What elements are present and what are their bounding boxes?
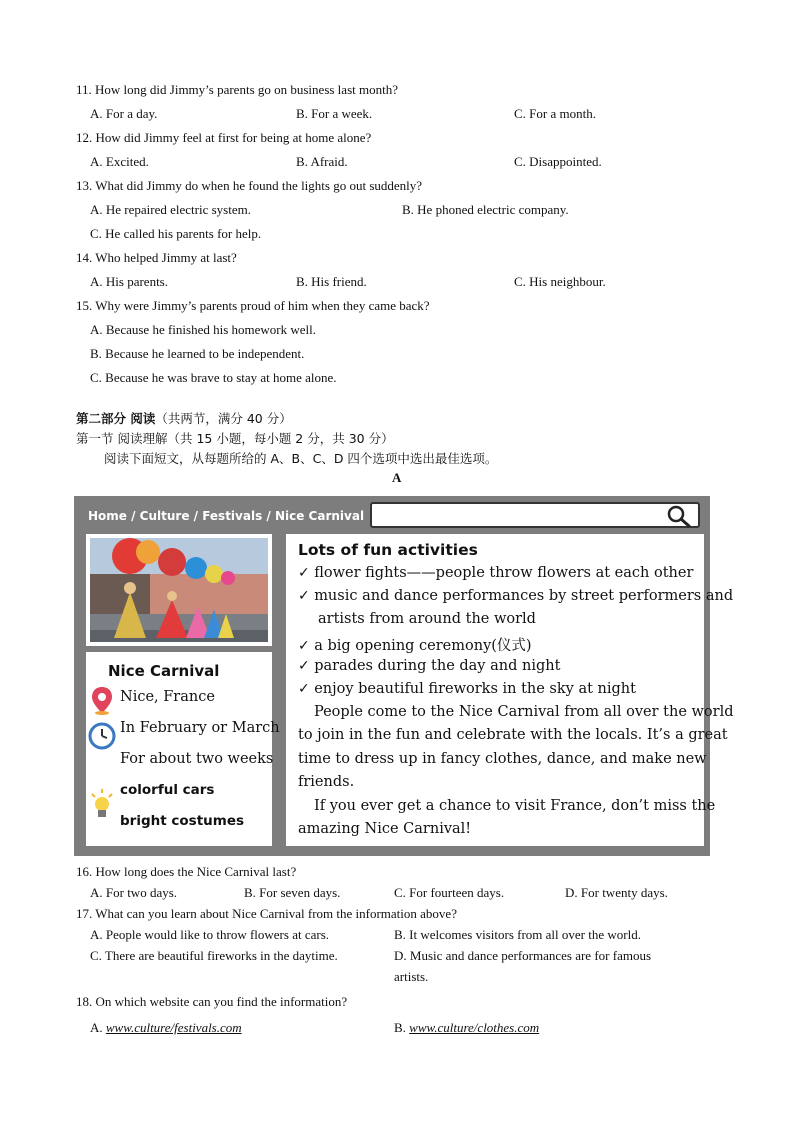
carnival-photo — [86, 534, 272, 646]
q14-option-c: C. His neighbour. — [514, 274, 606, 289]
q18-option-a-url: www.culture/festivals.com — [105, 1020, 242, 1035]
lightbulb-icon — [90, 788, 114, 822]
section-heading — [76, 409, 292, 427]
activity-item-continued: artists from around the world — [318, 611, 536, 627]
question-14: 14. Who helped Jimmy at last? — [76, 250, 237, 265]
activity-item: ✓ a big opening ceremony(仪式) — [298, 638, 532, 654]
q16-option-a: A. For two days. — [90, 885, 178, 900]
carnival-info-box — [86, 652, 280, 846]
activity-item: ✓ flower fights——people throw flowers at each other — [298, 565, 694, 581]
q18-option-b-label: B. — [394, 1020, 406, 1035]
paragraph-1-line: to join in the fun and celebrate with the locals. It’s a great — [298, 727, 728, 743]
passage-label: A — [392, 470, 402, 485]
carnival-photo-illustration — [86, 534, 272, 646]
question-11: 11. How long did Jimmy’s parents go on business last month? — [76, 82, 398, 97]
q12-option-c: C. Disappointed. — [514, 154, 602, 169]
info-title: Nice Carnival — [108, 662, 220, 680]
part-note: （共两节，满分 40 分） — [155, 411, 292, 426]
activity-item: ✓ enjoy beautiful fireworks in the sky at night — [298, 681, 636, 697]
question-16: 16. How long does the Nice Carnival last? — [76, 864, 297, 879]
q12-option-b: B. Afraid. — [296, 154, 348, 169]
checkmark-icon: ✓ — [298, 588, 315, 604]
paragraph-1-line: People come to the Nice Carnival from all over the world — [314, 704, 734, 720]
question-18: 18. On which website can you find the information? — [76, 994, 348, 1009]
checkmark-icon: ✓ — [298, 565, 315, 581]
q15-option-c: C. Because he was brave to stay at home alone. — [90, 370, 337, 385]
q11-option-a: A. For a day. — [90, 106, 158, 121]
instruction: 阅读下面短文，从每题所给的 A、B、C、D 四个选项中选出最佳选项。 — [104, 451, 498, 466]
q11-option-c: C. For a month. — [514, 106, 596, 121]
paragraph-2-line: amazing Nice Carnival! — [298, 821, 472, 837]
part-title: 第二部分 阅读 — [76, 411, 156, 426]
q16-option-b: B. For seven days. — [244, 885, 341, 900]
activity-item: ✓ music and dance performances by street performers and — [298, 588, 734, 604]
q18-option-a — [90, 1020, 242, 1036]
paragraph-2-line: If you ever get a chance to visit France, don’t miss the — [314, 798, 716, 814]
question-15: 15. Why were Jimmy’s parents proud of him when they came back? — [76, 298, 430, 313]
q15-option-b: B. Because he learned to be independent. — [90, 346, 305, 361]
q18-option-b-url: www.culture/clothes.com — [409, 1020, 540, 1035]
search-input[interactable] — [370, 502, 700, 528]
q18-option-b — [394, 1020, 539, 1036]
q15-option-a: A. Because he finished his homework well. — [90, 322, 317, 337]
q17-option-a: A. People would like to throw flowers at cars. — [90, 927, 330, 942]
paragraph-1-line: time to dress up in fancy clothes, dance, and make new — [298, 751, 707, 767]
q17-option-d-continued: artists. — [394, 969, 429, 984]
q13-option-c: C. He called his parents for help. — [90, 226, 262, 241]
duration: For about two weeks — [120, 751, 274, 767]
q13-option-a: A. He repaired electric system. — [90, 202, 251, 217]
time: In February or March — [120, 720, 280, 736]
q16-option-c: C. For fourteen days. — [394, 885, 505, 900]
q18-option-a-label: A. — [90, 1020, 103, 1035]
location-pin-icon — [90, 685, 114, 715]
clock-icon — [88, 722, 116, 750]
q13-option-b: B. He phoned electric company. — [402, 202, 569, 217]
costumes-feature: bright costumes — [120, 813, 245, 829]
checkmark-icon: ✓ — [298, 681, 315, 697]
question-17: 17. What can you learn about Nice Carnival from the information above? — [76, 906, 457, 921]
checkmark-icon: ✓ — [298, 658, 315, 674]
paragraph-1-line: friends. — [298, 774, 355, 790]
q14-option-a: A. His parents. — [90, 274, 168, 289]
q17-option-b: B. It welcomes visitors from all over the world. — [394, 927, 641, 942]
q17-option-d: D. Music and dance performances are for famous — [394, 948, 652, 963]
breadcrumb: Home / Culture / Festivals / Nice Carnival — [88, 509, 365, 523]
activities-panel — [286, 534, 734, 846]
q16-option-d: D. For twenty days. — [565, 885, 668, 900]
carnival-webpage-card — [74, 496, 734, 856]
q14-option-b: B. His friend. — [296, 274, 367, 289]
question-13: 13. What did Jimmy do when he found the lights go out suddenly? — [76, 178, 423, 193]
q17-option-c: C. There are beautiful fireworks in the daytime. — [90, 948, 338, 963]
activity-item: ✓ parades during the day and night — [298, 658, 561, 674]
search-icon[interactable] — [666, 505, 692, 527]
checkmark-icon: ✓ — [298, 638, 315, 654]
activities-title: Lots of fun activities — [298, 541, 478, 559]
q11-option-b: B. For a week. — [296, 106, 373, 121]
sub-section-title: 第一节 阅读理解（共 15 小题，每小题 2 分，共 30 分） — [76, 431, 394, 446]
location: Nice, France — [120, 689, 215, 705]
question-12: 12. How did Jimmy feel at first for being at home alone? — [76, 130, 372, 145]
q12-option-a: A. Excited. — [90, 154, 149, 169]
cars-feature: colorful cars — [120, 782, 215, 798]
